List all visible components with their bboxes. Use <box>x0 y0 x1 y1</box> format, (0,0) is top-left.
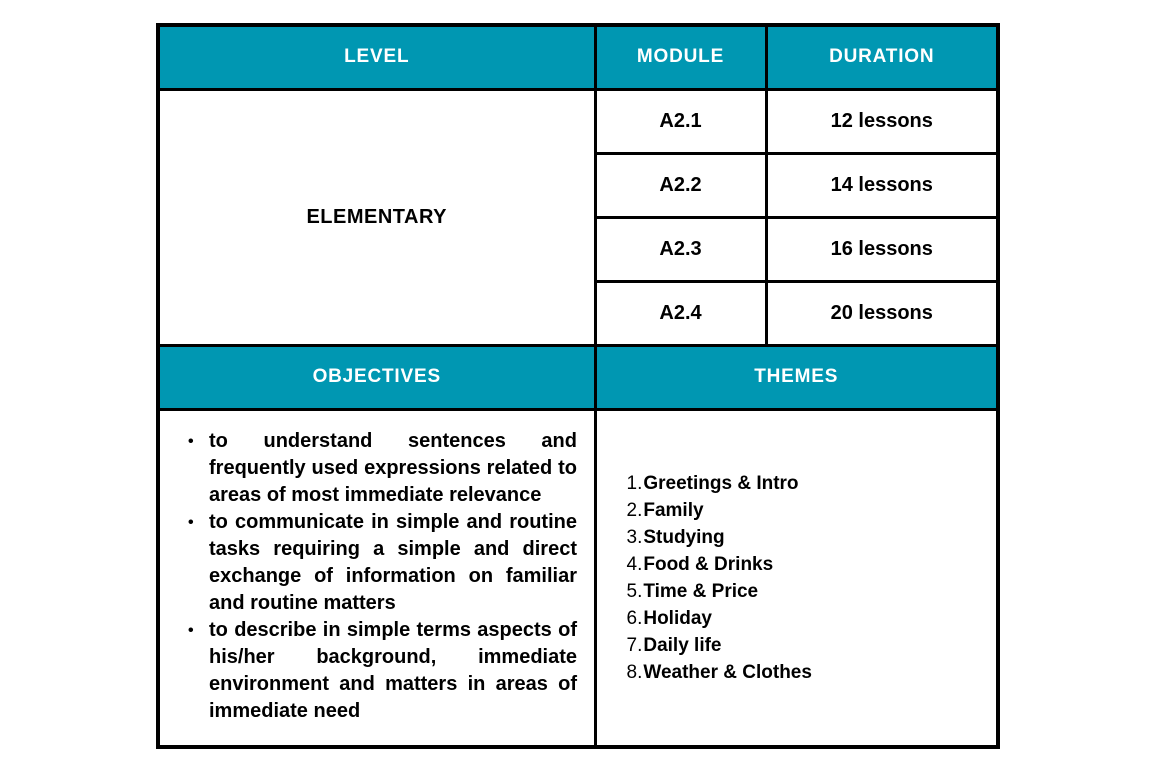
theme-number: 2. <box>626 499 643 521</box>
theme-label: Holiday <box>643 607 712 629</box>
theme-item-4 <box>627 551 987 578</box>
course-level-table <box>156 23 1000 749</box>
theme-item-2 <box>627 497 987 524</box>
module-code-1: A2.1 <box>595 89 766 153</box>
module-duration-2: 14 lessons <box>766 153 998 217</box>
header-level: LEVEL <box>158 25 595 89</box>
theme-label: Time & Price <box>643 580 759 602</box>
theme-number: 6. <box>626 607 643 629</box>
theme-label: Studying <box>643 526 725 548</box>
objectives-list <box>209 428 577 725</box>
objective-item-2: • to communicate in simple and routine tasks requiring a simple and direct exchange of information on familiar and routine matters <box>209 509 577 617</box>
theme-number: 1. <box>626 472 643 494</box>
objective-item-1: • to understand sentences and frequently used expressions related to areas of most immediate relevance <box>209 428 577 509</box>
theme-number: 3. <box>626 526 643 548</box>
module-duration-4: 20 lessons <box>766 281 998 345</box>
theme-label: Greetings & Intro <box>643 472 799 494</box>
table-header-row <box>158 25 998 89</box>
theme-number: 4. <box>626 553 643 575</box>
themes-cell <box>595 409 998 747</box>
theme-label: Daily life <box>643 634 722 656</box>
level-name: ELEMENTARY <box>158 89 595 345</box>
header-themes: THEMES <box>595 345 998 409</box>
module-code-4: A2.4 <box>595 281 766 345</box>
content-row <box>158 409 998 747</box>
theme-number: 5. <box>626 580 643 602</box>
module-code-2: A2.2 <box>595 153 766 217</box>
module-duration-1: 12 lessons <box>766 89 998 153</box>
module-duration-3: 16 lessons <box>766 217 998 281</box>
theme-item-3 <box>627 524 987 551</box>
theme-item-7 <box>627 632 987 659</box>
header-objectives: OBJECTIVES <box>158 345 595 409</box>
module-code-3: A2.3 <box>595 217 766 281</box>
theme-label: Food & Drinks <box>643 553 774 575</box>
header-duration: DURATION <box>766 25 998 89</box>
header-module: MODULE <box>595 25 766 89</box>
themes-list <box>627 470 987 686</box>
theme-number: 7. <box>626 634 643 656</box>
theme-item-1 <box>627 470 987 497</box>
module-row-1 <box>158 89 998 153</box>
theme-item-8 <box>627 659 987 686</box>
section-header-row <box>158 345 998 409</box>
objective-item-3: • to describe in simple terms aspects of his/her background, immediate environment and matters in areas of immediate need <box>209 617 577 725</box>
objectives-cell <box>158 409 595 747</box>
theme-number: 8. <box>626 661 643 683</box>
theme-label: Weather & Clothes <box>643 661 812 683</box>
theme-label: Family <box>643 499 704 521</box>
theme-item-6 <box>627 605 987 632</box>
theme-item-5 <box>627 578 987 605</box>
